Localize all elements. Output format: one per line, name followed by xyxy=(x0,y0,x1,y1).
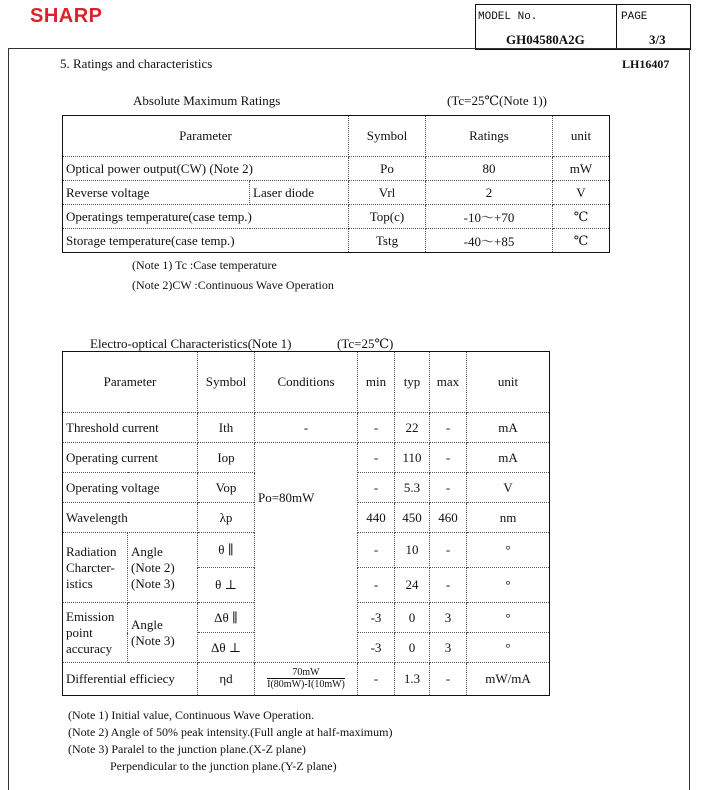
header-unit: unit xyxy=(553,116,610,157)
row-parameter: Threshold current xyxy=(63,413,198,443)
row-condition xyxy=(255,663,358,696)
header-ratings: Ratings xyxy=(426,116,553,157)
emission-angle-line-1: Angle xyxy=(131,616,163,632)
header-min: min xyxy=(358,352,395,413)
abs-max-title: Absolute Maximum Ratings xyxy=(133,93,281,108)
fraction-denominator: I(80mW)-I(10mW) xyxy=(267,679,345,690)
row-condition: - xyxy=(255,413,358,443)
row-symbol: Vrl xyxy=(349,181,426,205)
eo-note-3: (Note 3) Paralel to the junction plane.(X-Z plane) xyxy=(68,742,306,756)
row-unit: V xyxy=(467,473,550,503)
row-parameter: Operating voltage xyxy=(63,473,198,503)
row-symbol: θ ⊥ xyxy=(198,568,255,603)
row-symbol: θ ∥ xyxy=(198,533,255,568)
row-typ: 110 xyxy=(395,443,430,473)
frame-right-line xyxy=(689,48,690,790)
row-min: - xyxy=(358,473,395,503)
section-title: 5. Ratings and characteristics xyxy=(60,56,213,71)
radiation-line-2: Charcter- xyxy=(66,559,115,575)
row-max: 3 xyxy=(430,633,467,663)
header-parameter: Parameter xyxy=(63,352,198,413)
emission-line-2: point xyxy=(66,624,93,640)
header-symbol: Symbol xyxy=(198,352,255,413)
header-max: max xyxy=(430,352,467,413)
row-min: 440 xyxy=(358,503,395,533)
row-parameter: Optical power output(CW) (Note 2) xyxy=(63,157,349,181)
row-unit: mW/mA xyxy=(467,663,550,696)
model-label: MODEL No. xyxy=(478,11,538,23)
frame-top-line xyxy=(8,48,690,49)
electro-optical-table xyxy=(62,351,550,696)
row-max: - xyxy=(430,533,467,568)
row-parameter: Wavelength xyxy=(63,503,198,533)
frame-left-line xyxy=(8,48,9,790)
row-max: 3 xyxy=(430,603,467,633)
row-min: -3 xyxy=(358,603,395,633)
page-value: 3/3 xyxy=(649,32,666,47)
row-max: - xyxy=(430,413,467,443)
radiation-angle-line-1: Angle xyxy=(131,543,163,559)
table-row xyxy=(63,181,610,205)
header-conditions: Conditions xyxy=(255,352,358,413)
doc-code: LH16407 xyxy=(622,57,670,71)
model-value: GH04580A2G xyxy=(506,32,585,47)
row-rating: -40～+85 xyxy=(426,229,553,253)
row-unit: ℃ xyxy=(553,205,610,229)
table-header-row xyxy=(63,352,550,413)
row-typ: 1.3 xyxy=(395,663,430,696)
radiation-angle-line-2: (Note 2) xyxy=(131,559,175,575)
eo-condition: (Tc=25℃) xyxy=(337,336,394,351)
row-symbol: Δθ ∥ xyxy=(198,603,255,633)
row-parameter: Reverse voltage xyxy=(63,181,250,205)
row-unit: ℃ xyxy=(553,229,610,253)
row-min: - xyxy=(358,663,395,696)
row-symbol: Δθ ⊥ xyxy=(198,633,255,663)
row-max: 460 xyxy=(430,503,467,533)
header-parameter: Parameter xyxy=(63,116,349,157)
row-rating: -10～+70 xyxy=(426,205,553,229)
row-max: - xyxy=(430,473,467,503)
emission-line-1: Emission xyxy=(66,608,115,624)
sharp-logo: SHARP xyxy=(30,5,103,27)
row-typ: 0 xyxy=(395,603,430,633)
row-parameter: Storage temperature(case temp.) xyxy=(63,229,349,253)
row-typ: 24 xyxy=(395,568,430,603)
row-max: - xyxy=(430,663,467,696)
row-symbol: λp xyxy=(198,503,255,533)
row-unit: mA xyxy=(467,413,550,443)
shared-condition: Po=80mW xyxy=(255,443,358,663)
page-label: PAGE xyxy=(621,11,648,23)
table-row xyxy=(63,413,550,443)
table-header-row xyxy=(63,116,610,157)
row-unit: mA xyxy=(467,443,550,473)
row-symbol: Top(c) xyxy=(349,205,426,229)
row-parameter: Operatings temperature(case temp.) xyxy=(63,205,349,229)
row-parameter: Differential efficiecy xyxy=(63,663,198,696)
header-typ: typ xyxy=(395,352,430,413)
eo-note-4: Perpendicular to the junction plane.(Y-Z plane) xyxy=(110,759,337,773)
abs-max-condition: (Tc=25℃(Note 1)) xyxy=(447,93,548,108)
radiation-line-1: Radiation xyxy=(66,543,117,559)
row-min: - xyxy=(358,533,395,568)
table-row xyxy=(63,229,610,253)
row-max: - xyxy=(430,443,467,473)
header-info-box xyxy=(475,4,691,50)
row-symbol: Vop xyxy=(198,473,255,503)
emission-angle-line-2: (Note 3) xyxy=(131,632,175,648)
row-unit: mW xyxy=(553,157,610,181)
row-min: - xyxy=(358,443,395,473)
table-row xyxy=(63,157,610,181)
condition-fraction xyxy=(267,667,345,690)
row-rating: 80 xyxy=(426,157,553,181)
radiation-angle-line-3: (Note 3) xyxy=(131,575,175,591)
row-typ: 10 xyxy=(395,533,430,568)
eo-title: Electro-optical Characteristics(Note 1) xyxy=(90,336,292,351)
emission-line-3: accuracy xyxy=(66,640,113,656)
row-min: -3 xyxy=(358,633,395,663)
row-symbol: Ith xyxy=(198,413,255,443)
row-symbol: Tstg xyxy=(349,229,426,253)
row-max: - xyxy=(430,568,467,603)
radiation-line-3: istics xyxy=(66,575,93,591)
table-row xyxy=(63,443,550,473)
row-symbol: ηd xyxy=(198,663,255,696)
abs-note-2: (Note 2)CW :Continuous Wave Operation xyxy=(132,278,334,292)
row-min: - xyxy=(358,568,395,603)
row-typ: 0 xyxy=(395,633,430,663)
eo-note-1: (Note 1) Initial value, Continuous Wave Operation. xyxy=(68,708,315,722)
row-typ: 5.3 xyxy=(395,473,430,503)
row-min: - xyxy=(358,413,395,443)
abs-note-1: (Note 1) Tc :Case temperature xyxy=(132,258,277,272)
row-unit: nm xyxy=(467,503,550,533)
row-unit: ° xyxy=(467,533,550,568)
emission-angle xyxy=(128,603,198,663)
radiation-param xyxy=(63,533,128,603)
table-row xyxy=(63,205,610,229)
row-unit: V xyxy=(553,181,610,205)
header-unit: unit xyxy=(467,352,550,413)
row-rating: 2 xyxy=(426,181,553,205)
header-symbol: Symbol xyxy=(349,116,426,157)
row-unit: ° xyxy=(467,603,550,633)
row-unit: ° xyxy=(467,568,550,603)
row-symbol: Po xyxy=(349,157,426,181)
absolute-max-ratings-table xyxy=(62,115,610,253)
eo-note-2: (Note 2) Angle of 50% peak intensity.(Full angle at half-maximum) xyxy=(68,725,393,739)
radiation-angle xyxy=(128,533,198,603)
emission-param xyxy=(63,603,128,663)
row-parameter: Operating current xyxy=(63,443,198,473)
table-row xyxy=(63,663,550,696)
row-typ: 450 xyxy=(395,503,430,533)
header-divider xyxy=(616,5,617,49)
row-unit: ° xyxy=(467,633,550,663)
fraction-numerator: 70mW xyxy=(267,667,345,679)
row-typ: 22 xyxy=(395,413,430,443)
row-symbol: Iop xyxy=(198,443,255,473)
row-subparameter: Laser diode xyxy=(250,181,349,205)
